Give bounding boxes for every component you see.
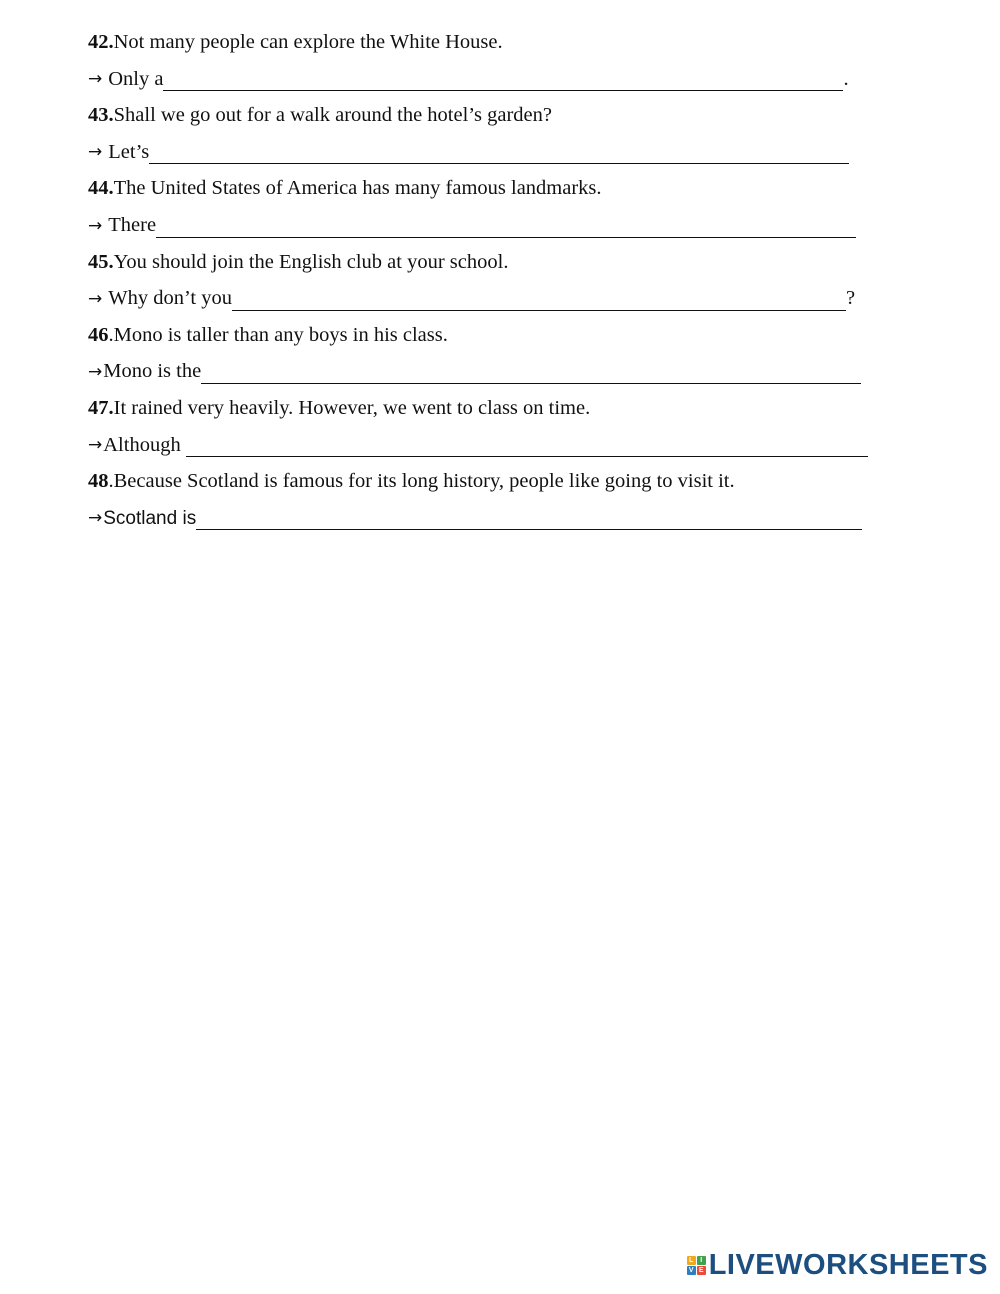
- arrow-icon: →: [88, 435, 103, 456]
- logo-mark-tile: E: [697, 1266, 706, 1275]
- answer-prompt: Why don’t you: [108, 287, 233, 310]
- question-text: You should join the English club at your school.: [113, 250, 509, 273]
- answer-blank[interactable]: [196, 528, 862, 530]
- answer-prompt: Although: [103, 433, 186, 456]
- arrow-icon: →: [88, 215, 103, 236]
- answer-blank[interactable]: [163, 89, 843, 91]
- question-number: 48: [88, 470, 109, 493]
- answer-prompt: There: [108, 214, 157, 237]
- answer-44: [88, 205, 888, 242]
- question-number: 45.: [88, 250, 114, 273]
- arrow-icon: →: [88, 288, 103, 309]
- question-text: .Because Scotland is famous for its long history, people like going to visit it.: [108, 470, 735, 493]
- answer-end: ?: [846, 287, 856, 310]
- logo-mark-icon: [687, 1256, 706, 1275]
- answer-prompt: Only a: [108, 67, 164, 90]
- answer-end: .: [843, 67, 849, 90]
- arrow-icon: →: [88, 361, 103, 382]
- question-44: [88, 168, 888, 205]
- answer-43: [88, 132, 888, 169]
- answer-prompt: Let’s: [108, 140, 150, 163]
- answer-47: [88, 425, 888, 462]
- answer-blank[interactable]: [156, 236, 856, 238]
- question-42: [88, 22, 888, 59]
- answer-42: [88, 59, 888, 96]
- question-47: [88, 388, 888, 425]
- question-number: 42.: [88, 31, 114, 54]
- question-48: [88, 461, 888, 498]
- question-number: 47.: [88, 397, 114, 420]
- logo-mark-tile: L: [687, 1256, 696, 1265]
- answer-45: [88, 278, 888, 315]
- logo-mark-tile: V: [687, 1266, 696, 1275]
- question-number: 44.: [88, 177, 114, 200]
- answer-blank[interactable]: [232, 309, 846, 311]
- question-text: The United States of America has many famous landmarks.: [113, 177, 602, 200]
- question-text: Not many people can explore the White House.: [113, 31, 503, 54]
- logo-text: LIVEWORKSHEETS: [708, 1249, 988, 1281]
- arrow-icon: →: [88, 508, 103, 529]
- question-text: It rained very heavily. However, we went to class on time.: [113, 397, 591, 420]
- question-43: [88, 95, 888, 132]
- liveworksheets-logo: [687, 1249, 988, 1282]
- answer-46: [88, 351, 888, 388]
- answer-prompt: Scotland is: [103, 508, 197, 530]
- answer-48: [88, 498, 888, 535]
- arrow-icon: →: [88, 142, 103, 163]
- question-number: 43.: [88, 104, 114, 127]
- question-46: [88, 315, 888, 352]
- question-number: 46: [88, 323, 109, 346]
- worksheet: [88, 22, 888, 534]
- logo-mark-tile: I: [697, 1256, 706, 1265]
- question-text: .Mono is taller than any boys in his class.: [108, 323, 448, 346]
- arrow-icon: →: [88, 69, 103, 90]
- question-45: [88, 242, 888, 279]
- answer-blank[interactable]: [186, 455, 868, 457]
- question-text: Shall we go out for a walk around the hotel’s garden?: [113, 104, 552, 127]
- answer-blank[interactable]: [201, 382, 861, 384]
- answer-blank[interactable]: [149, 162, 849, 164]
- answer-prompt: Mono is the: [103, 360, 202, 383]
